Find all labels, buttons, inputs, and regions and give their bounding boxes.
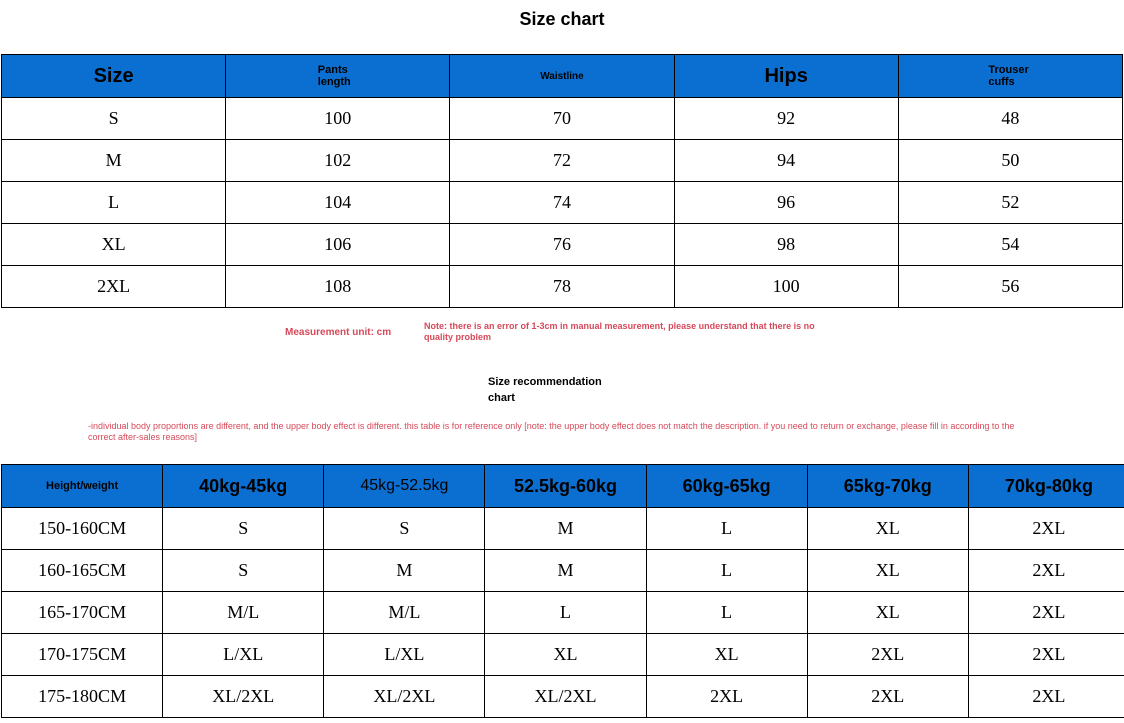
cell-waistline: 74 — [450, 182, 674, 224]
header-weight-range: 45kg-52.5kg — [324, 465, 485, 508]
cell-pants-length: 108 — [226, 266, 450, 308]
header-waistline: Waistline — [450, 55, 674, 98]
table-row — [2, 98, 1123, 140]
cell-recommended-size: XL — [485, 634, 646, 676]
cell-recommended-size: 2XL — [646, 676, 807, 718]
cell-recommended-size: L — [646, 508, 807, 550]
table-row — [2, 266, 1123, 308]
cell-waistline: 78 — [450, 266, 674, 308]
cell-recommended-size: M/L — [163, 592, 324, 634]
cell-recommended-size: 2XL — [968, 592, 1124, 634]
size-recommendation-table — [1, 464, 1124, 718]
cell-recommended-size: L — [646, 550, 807, 592]
cell-pants-length: 106 — [226, 224, 450, 266]
cell-recommended-size: S — [163, 550, 324, 592]
cell-recommended-size: 2XL — [807, 634, 968, 676]
cell-hips: 92 — [674, 98, 898, 140]
header-weight-range: 70kg-80kg — [968, 465, 1124, 508]
cell-recommended-size: XL/2XL — [485, 676, 646, 718]
cell-recommended-size: L — [485, 592, 646, 634]
header-weight-range: 40kg-45kg — [163, 465, 324, 508]
measurement-unit-note: Measurement unit: cm — [285, 327, 392, 338]
cell-recommended-size: 2XL — [968, 676, 1124, 718]
header-pants-length — [226, 55, 450, 98]
table-row — [2, 550, 1124, 592]
cell-waistline: 70 — [450, 98, 674, 140]
table-row — [2, 592, 1124, 634]
cell-recommended-size: M — [485, 550, 646, 592]
cell-size: S — [2, 98, 226, 140]
table-row — [2, 676, 1124, 718]
measurement-error-note: Note: there is an error of 1-3cm in manual measurement, please understand that there is no quality problem — [424, 321, 815, 342]
cell-recommended-size: XL/2XL — [324, 676, 485, 718]
table-row — [2, 634, 1124, 676]
cell-recommended-size: 2XL — [968, 634, 1124, 676]
cell-recommended-size: M — [485, 508, 646, 550]
cell-hips: 98 — [674, 224, 898, 266]
cell-recommended-size: XL — [807, 550, 968, 592]
cell-size: 2XL — [2, 266, 226, 308]
header-trouser-cuffs — [898, 55, 1122, 98]
cell-recommended-size: L — [646, 592, 807, 634]
cell-recommended-size: S — [163, 508, 324, 550]
cell-pants-length: 102 — [226, 140, 450, 182]
header-height-weight: Height/weight — [2, 465, 163, 508]
size-chart-table — [1, 54, 1123, 308]
cell-hips: 94 — [674, 140, 898, 182]
body-proportion-disclaimer: -individual body proportions are different, and the upper body effect is different. this table is for reference only [note: the upper body effect does not match the description. if you need to return or exchange, please fill in according to the correct after-sales reasons] — [88, 421, 1015, 442]
cell-waistline: 72 — [450, 140, 674, 182]
size-recommendation-title: Size recommendation chart — [488, 376, 602, 404]
cell-height: 170-175CM — [2, 634, 163, 676]
cell-trouser-cuffs: 52 — [898, 182, 1122, 224]
cell-recommended-size: L/XL — [163, 634, 324, 676]
header-trouser-cuffs-label: Trouser cuffs — [988, 64, 1029, 88]
table-row — [2, 224, 1123, 266]
table-row — [2, 508, 1124, 550]
table-row — [2, 140, 1123, 182]
size-table-header-row — [2, 55, 1123, 98]
cell-recommended-size: XL/2XL — [163, 676, 324, 718]
cell-recommended-size: XL — [807, 592, 968, 634]
cell-recommended-size: S — [324, 508, 485, 550]
cell-recommended-size: 2XL — [807, 676, 968, 718]
page-title: Size chart — [519, 9, 605, 29]
cell-recommended-size: L/XL — [324, 634, 485, 676]
cell-recommended-size: XL — [807, 508, 968, 550]
header-weight-range: 52.5kg-60kg — [485, 465, 646, 508]
cell-waistline: 76 — [450, 224, 674, 266]
header-weight-range: 60kg-65kg — [646, 465, 807, 508]
cell-height: 150-160CM — [2, 508, 163, 550]
header-weight-range: 65kg-70kg — [807, 465, 968, 508]
cell-height: 165-170CM — [2, 592, 163, 634]
cell-pants-length: 104 — [226, 182, 450, 224]
cell-hips: 96 — [674, 182, 898, 224]
cell-size: L — [2, 182, 226, 224]
cell-trouser-cuffs: 50 — [898, 140, 1122, 182]
cell-size: XL — [2, 224, 226, 266]
cell-trouser-cuffs: 56 — [898, 266, 1122, 308]
rec-table-header-row — [2, 465, 1124, 508]
header-size: Size — [2, 55, 226, 98]
cell-recommended-size: 2XL — [968, 550, 1124, 592]
cell-height: 175-180CM — [2, 676, 163, 718]
cell-pants-length: 100 — [226, 98, 450, 140]
cell-trouser-cuffs: 54 — [898, 224, 1122, 266]
cell-recommended-size: M/L — [324, 592, 485, 634]
cell-hips: 100 — [674, 266, 898, 308]
cell-trouser-cuffs: 48 — [898, 98, 1122, 140]
cell-height: 160-165CM — [2, 550, 163, 592]
cell-size: M — [2, 140, 226, 182]
cell-recommended-size: M — [324, 550, 485, 592]
header-pants-length-label: Pants length — [317, 64, 351, 88]
cell-recommended-size: 2XL — [968, 508, 1124, 550]
table-row — [2, 182, 1123, 224]
header-hips: Hips — [674, 55, 898, 98]
cell-recommended-size: XL — [646, 634, 807, 676]
